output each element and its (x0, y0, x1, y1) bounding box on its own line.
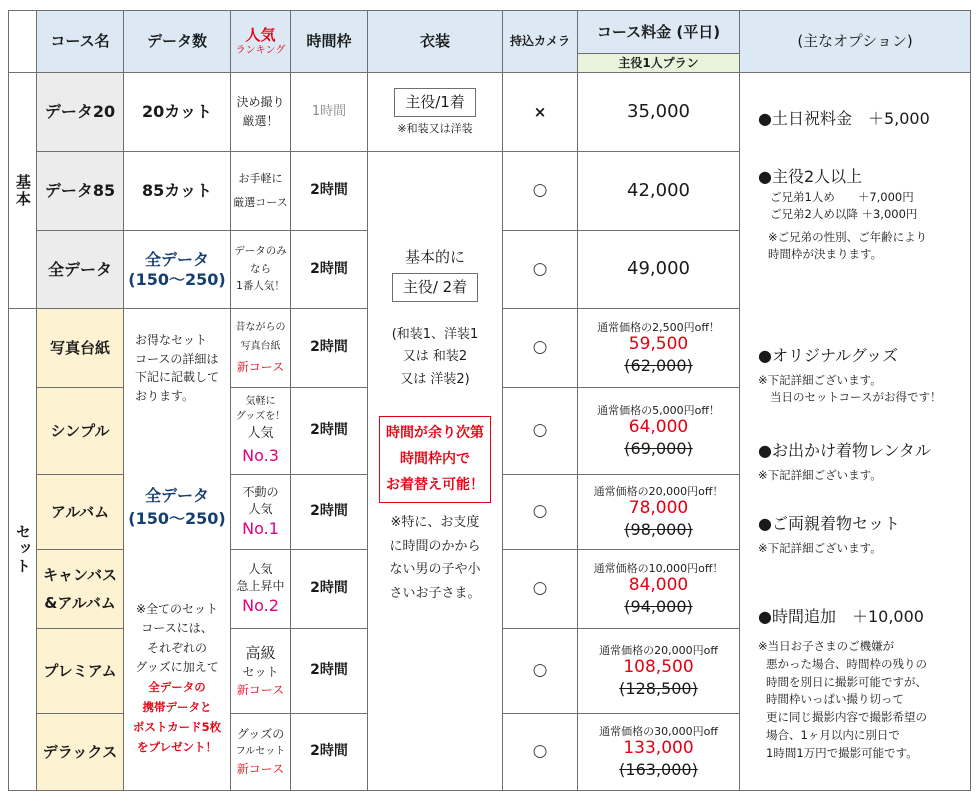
costume-data20: 主役/1着 ※和装又は洋装 (367, 72, 503, 152)
course-name-data20: データ20 (36, 72, 124, 152)
header-data-count: データ数 (123, 10, 231, 73)
camera-premium: ○ (502, 628, 578, 714)
header-camera: 持込カメラ (502, 10, 578, 73)
option-parents-kimono: ●ご両親着物セット (758, 514, 900, 533)
option-two-children: ●主役2人以上 (758, 167, 863, 186)
camera-deluxe: ○ (502, 713, 578, 791)
course-name-photo-mount: 写真台紙 (36, 308, 124, 388)
costume-box-one: 主役/1着 (394, 88, 476, 117)
data-count-data20: 20カット (123, 72, 231, 152)
course-name-data85: データ85 (36, 151, 124, 231)
time-slot-deluxe: 2時間 (290, 713, 368, 791)
time-slot-data20: 1時間 (290, 72, 368, 152)
option-kimono-rental-note: ※下記詳細ございます。 (758, 468, 882, 482)
price-data85: 42,000 (577, 151, 740, 231)
camera-canvas-album: ○ (502, 549, 578, 629)
popular-data20: 決め撮り 厳選！ (230, 72, 291, 152)
price-data20: 35,000 (577, 72, 740, 152)
popular-album: 不動の 人気 No.1 (230, 474, 291, 550)
time-slot-album: 2時間 (290, 474, 368, 550)
price-deluxe: 通常価格の30,000円off 133,000 (163,000) (577, 713, 740, 791)
option-extra-time-note: ※当日お子さまのご機嫌が 悪かった場合、時間枠の残りの 時間を別日に撮影可能ですが、 時間枠いっぱい撮り切って 更に同じ撮影内容で撮影希望の 場合、1ヶ月以内に別日で 1時間1万円で撮影可能です。 (758, 639, 927, 760)
time-slot-photo-mount: 2時間 (290, 308, 368, 388)
camera-all-data: ○ (502, 230, 578, 309)
time-slot-simple: 2時間 (290, 387, 368, 475)
group-set-label: セット (8, 308, 37, 791)
popular-simple: 気軽に グッズを！ 人気 No.3 (230, 387, 291, 475)
time-slot-canvas-album: 2時間 (290, 549, 368, 629)
popular-deluxe: グッズの フルセット 新コース (230, 713, 291, 791)
course-name-album: アルバム (36, 474, 124, 550)
price-canvas-album: 通常価格の10,000円off！ 84,000 (94,000) (577, 549, 740, 629)
option-two-children-detail: ご兄弟1人め ＋7,000円 ご兄弟2人め以降 ＋3,000円 (770, 190, 918, 221)
course-name-premium: プレミアム (36, 628, 124, 714)
popular-premium: 高級 セット 新コース (230, 628, 291, 714)
header-price-plan: 主役1人プラン (577, 53, 740, 73)
popular-canvas-album: 人気 急上昇中 No.2 (230, 549, 291, 629)
popular-photo-mount: 昔ながらの 写真台紙 新コース (230, 308, 291, 388)
price-simple: 通常価格の5,000円off！ 64,000 (69,000) (577, 387, 740, 475)
price-all-data: 49,000 (577, 230, 740, 309)
time-slot-premium: 2時間 (290, 628, 368, 714)
set-data-merged: お得なセット コースの詳細は 下記に記載して おります。 全データ (150〜250) ※全てのセット コースには、 それぞれの グッズに加えて 全データの 携帯データと ポストカード5枚 をプレゼント！ (123, 308, 231, 791)
option-original-goods: ●オリジナルグッズ (758, 346, 899, 365)
costume-merged: 基本的に 主役/ 2着 (和装1、洋装1 又は 和装2 又は 洋装2) 時間が余り次第 時間枠内で お着替え可能！ ※特に、お支度 に時間のかから ない男の子や小 さいお子さま。 (367, 151, 503, 791)
course-name-simple: シンプル (36, 387, 124, 475)
costume-box-two: 主役/ 2着 (392, 273, 478, 302)
data-count-data85: 85カット (123, 151, 231, 231)
option-kimono-rental: ●お出かけ着物レンタル (758, 441, 931, 460)
price-album: 通常価格の20,000円off！ 78,000 (98,000) (577, 474, 740, 550)
header-course-name: コース名 (36, 10, 124, 73)
camera-album: ○ (502, 474, 578, 550)
header-options: (主なオプション) (739, 10, 971, 73)
popular-data85: お手軽に 厳選コース (230, 151, 291, 231)
popular-all-data: データのみ なら 1番人気！ (230, 230, 291, 309)
time-slot-data85: 2時間 (290, 151, 368, 231)
course-name-canvas-album: キャンバス &アルバム (36, 549, 124, 629)
header-popular: 人気 ランキング (230, 10, 291, 73)
time-slot-all-data: 2時間 (290, 230, 368, 309)
price-photo-mount: 通常価格の2,500円off！ 59,500 (62,000) (577, 308, 740, 388)
camera-simple: ○ (502, 387, 578, 475)
camera-photo-mount: ○ (502, 308, 578, 388)
data-count-all-data: 全データ (150〜250) (123, 230, 231, 309)
course-name-all-data: 全データ (36, 230, 124, 309)
header-corner (8, 10, 37, 73)
header-costume: 衣装 (367, 10, 503, 73)
option-weekend: ●土日祝料金 ＋5,000 (758, 109, 930, 128)
group-basic-label: 基本 (8, 72, 37, 309)
costume-change-notice: 時間が余り次第 時間枠内で お着替え可能！ (379, 416, 491, 504)
camera-data20: × (502, 72, 578, 152)
option-parents-kimono-note: ※下記詳細ございます。 (758, 541, 882, 555)
header-price: コース料金 (平日) (577, 10, 740, 54)
course-name-deluxe: デラックス (36, 713, 124, 791)
option-extra-time: ●時間追加 ＋10,000 (758, 607, 924, 626)
price-premium: 通常価格の20,000円off 108,500 (128,500) (577, 628, 740, 714)
camera-data85: ○ (502, 151, 578, 231)
header-time-slot: 時間枠 (290, 10, 368, 73)
option-two-children-note: ※ご兄弟の性別、ご年齢により 時間枠が決まります。 (768, 230, 928, 261)
option-original-goods-note: ※下記詳細ございます。 当日のセットコースがお得です！ (758, 373, 942, 404)
